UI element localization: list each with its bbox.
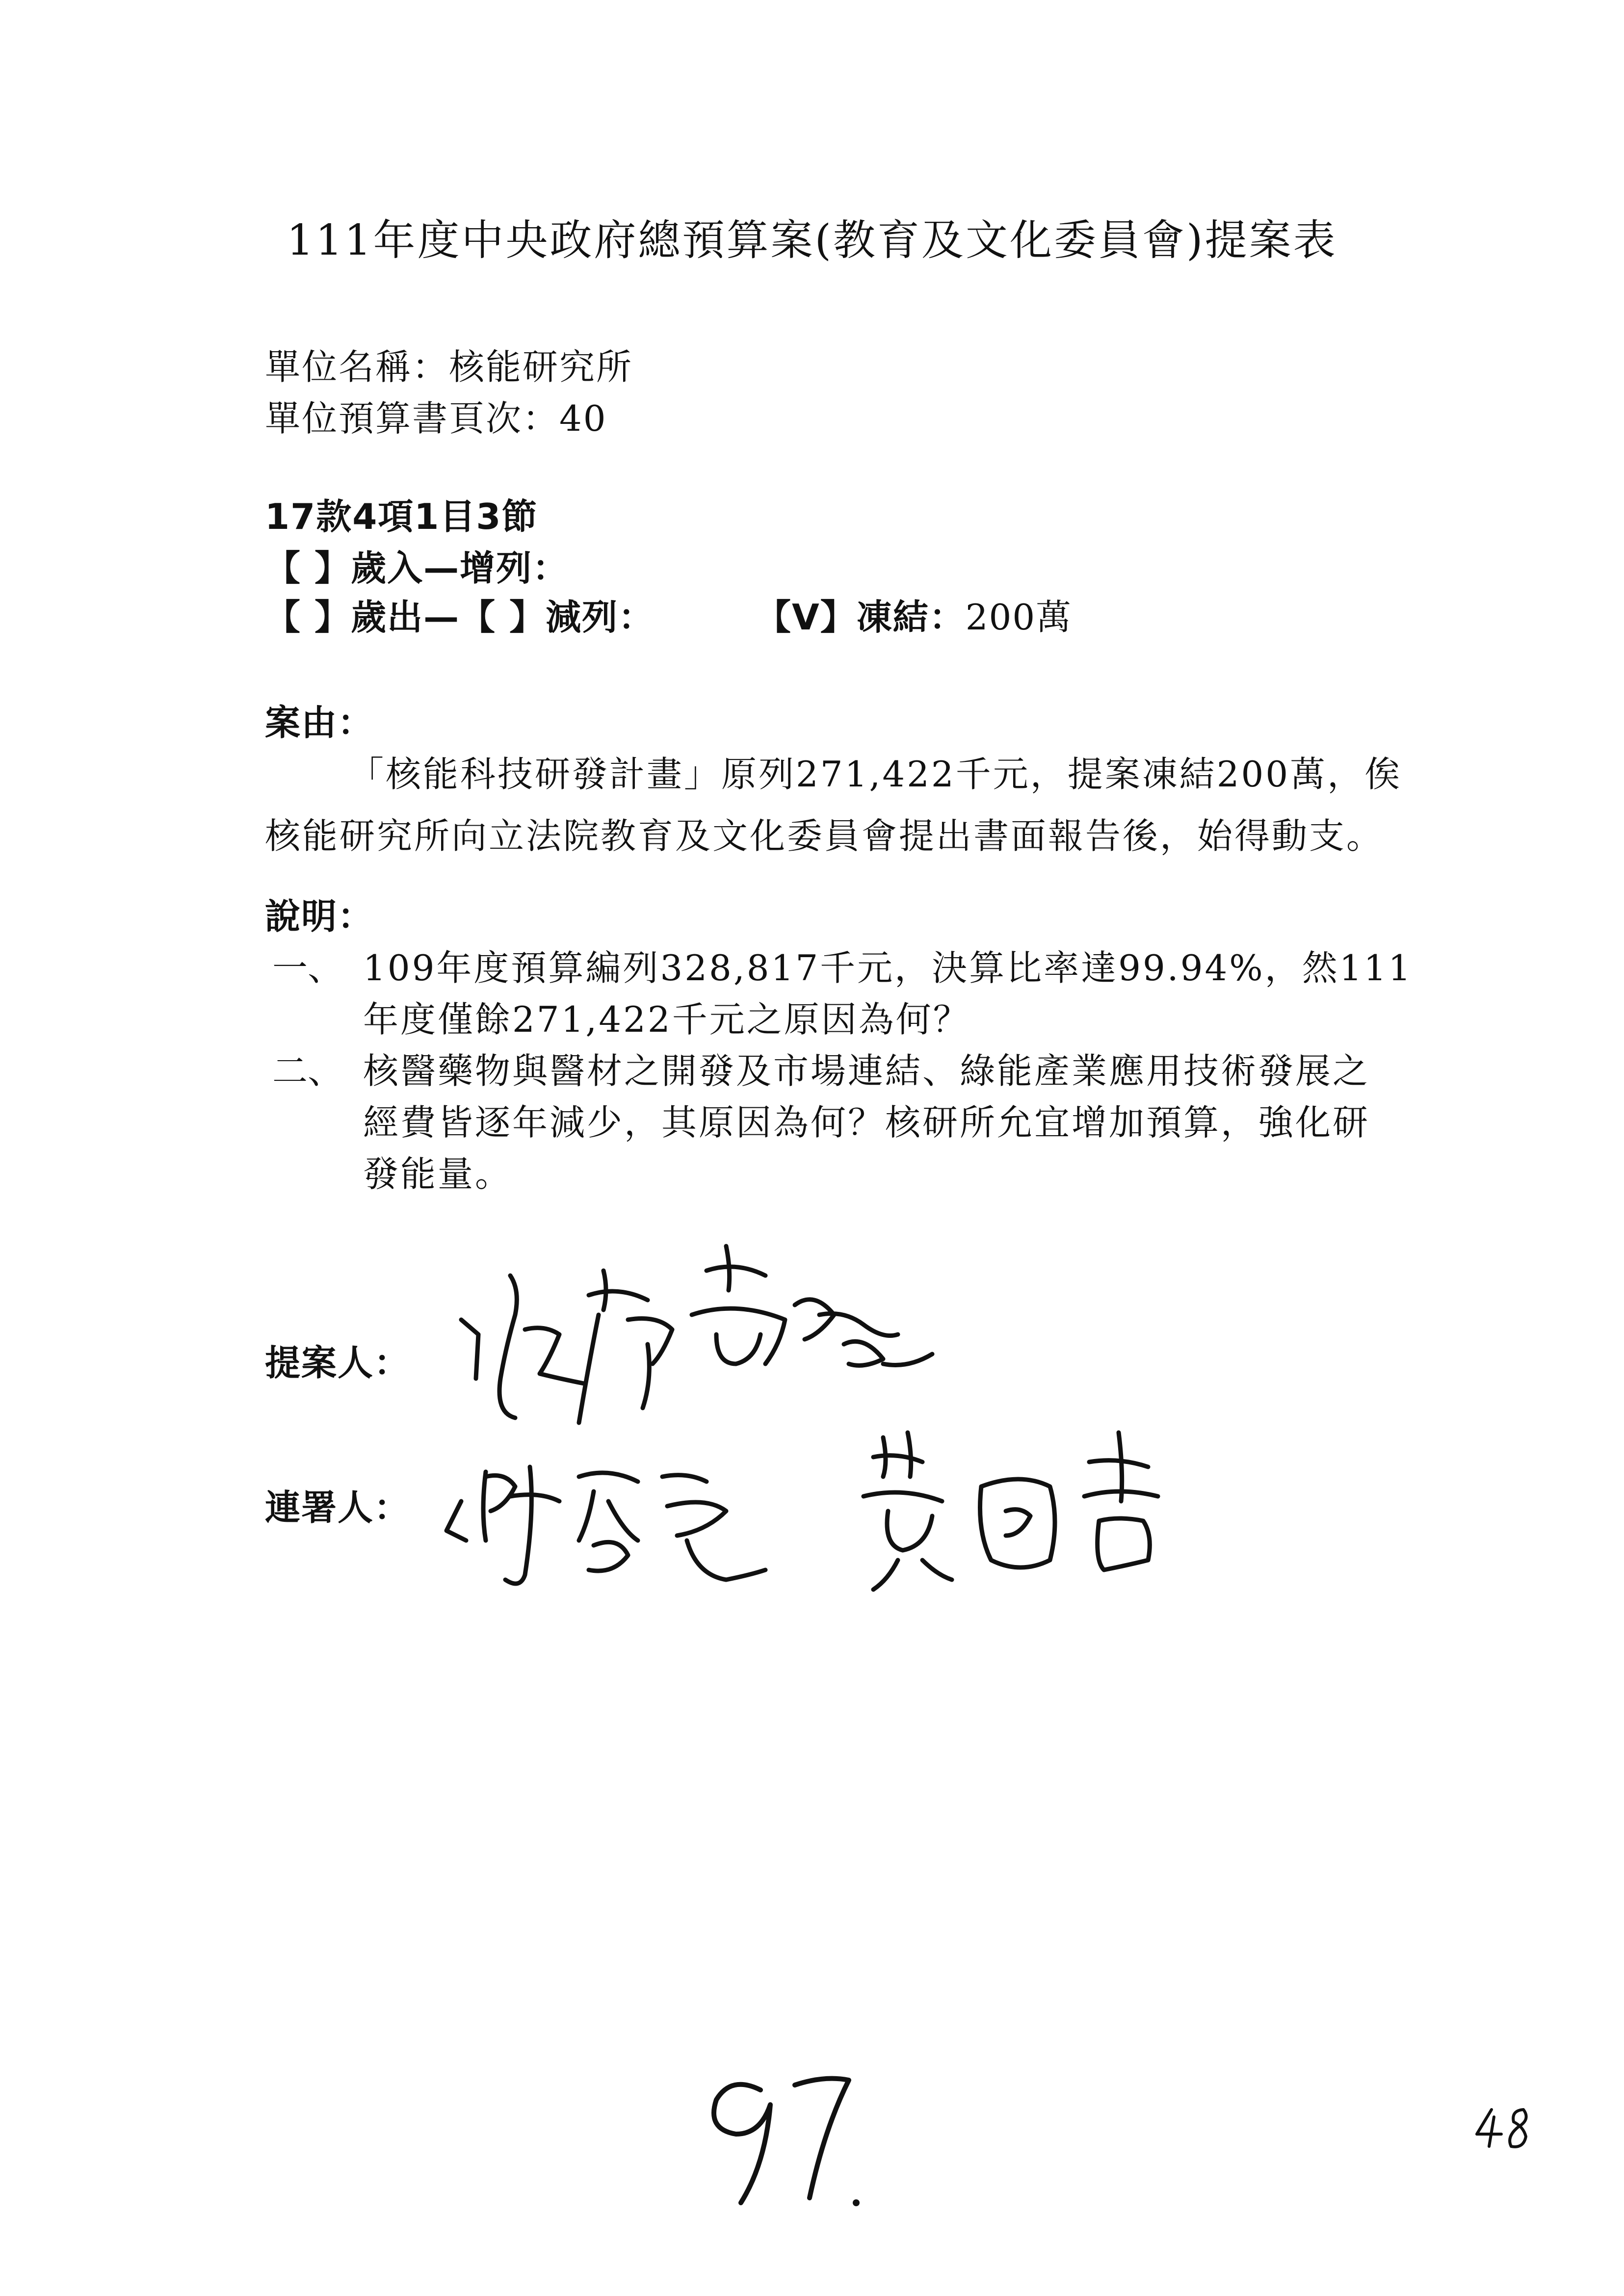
unit-budget-page: 單位預算書頁次：40 (265, 398, 607, 439)
unit-name: 單位名稱：核能研究所 (265, 346, 633, 388)
item1-line-2: 年度僅餘271,422千元之原因為何？ (363, 999, 970, 1040)
revenue-line: 【 】歲入—增列： (265, 548, 569, 589)
proposer-label: 提案人： (265, 1342, 411, 1383)
page-title: 111年度中央政府總預算案(教育及文化委員會)提案表 (287, 216, 1337, 265)
item1-line-1: 109年度預算編列328,817千元，決算比率達99.94%，然111 (363, 947, 1413, 989)
handwritten-number (687, 2056, 893, 2222)
cosigner-signatures (432, 1413, 1241, 1629)
page-number (1472, 2100, 1545, 2154)
item2-line-1: 核醫藥物與醫材之開發及市場連結、綠能產業應用技術發展之 (363, 1050, 1370, 1092)
expenditure-line: 【 】歲出—【 】減列： (265, 597, 655, 638)
reason-paragraph (265, 746, 1423, 859)
item1-marker: 一、 (272, 947, 343, 989)
freeze-amount: 200萬 (965, 597, 1073, 638)
reason-line-1: 「核能科技研發計畫」原列271,422千元，提案凍結200萬，俟 (348, 754, 1402, 795)
freeze-label: 【V】凍結： (756, 597, 966, 638)
budget-section: 17款4項1目3節 (265, 496, 538, 537)
cosigner-label: 連署人： (265, 1487, 411, 1528)
item2-line-2: 經費皆逐年減少，其原因為何？核研所允宜增加預算，強化研 (363, 1102, 1370, 1143)
item2-line-3: 發能量。 (363, 1153, 513, 1195)
reason-line-2: 核能研究所向立法院教育及文化委員會提出書面報告後，始得動支。 (265, 815, 1384, 857)
reason-label: 案由： (265, 702, 374, 743)
item2-marker: 二、 (272, 1050, 343, 1092)
explanation-label: 說明： (265, 896, 374, 937)
freeze-line (756, 589, 1072, 640)
